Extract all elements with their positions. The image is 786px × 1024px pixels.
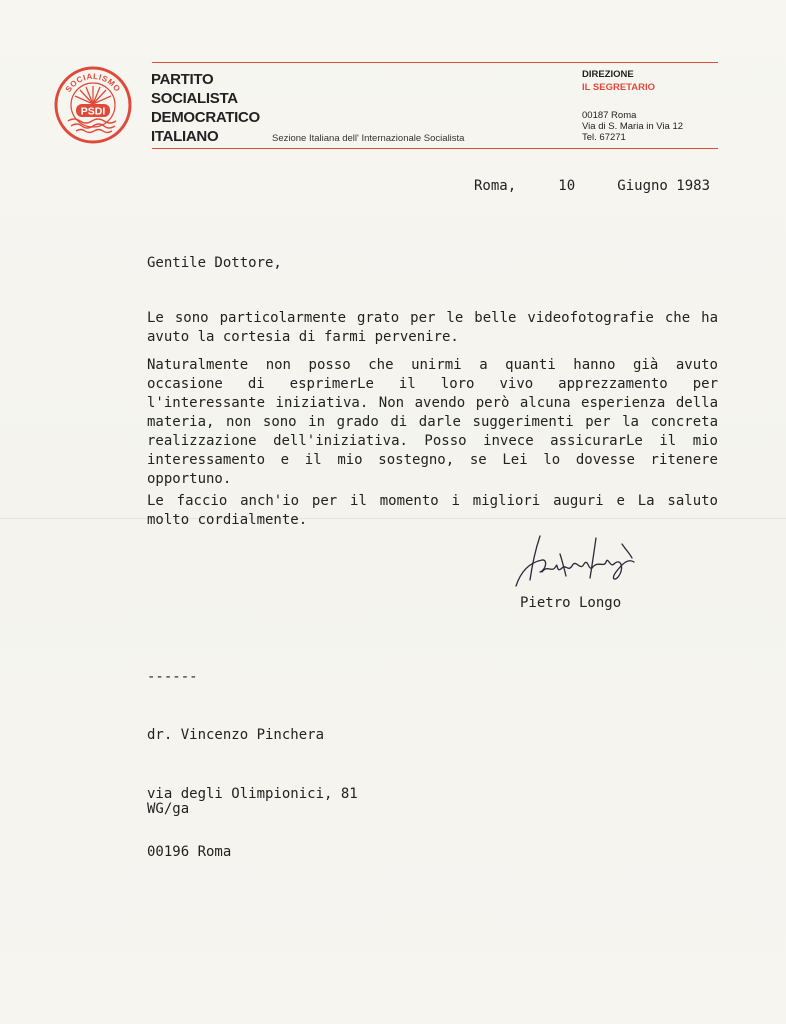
header-rule-bottom [152,148,718,149]
recipient-line: dr. Vincenzo Pinchera [147,727,325,743]
separator-line: ------ [147,669,198,685]
office-block [582,68,655,94]
recipient-line: 00196 Roma [147,844,232,860]
section-subtitle: Sezione Italiana dell' Internazionale Socialista [272,133,465,144]
body-paragraph: Le faccio anch'io per il momento i migliori auguri e La saluto molto cordialmente. [147,493,718,528]
address-line: Tel. 67271 [582,132,626,143]
body-paragraph: Le sono particolarmente grato per le belle videofotografie che ha avuto la cortesia di farmi pervenire. [147,310,718,345]
logo-badge-text: PSDI [80,105,106,118]
office-address [582,110,683,143]
handwritten-signature [512,528,642,598]
office-title: DIREZIONE [582,69,634,80]
party-line: SOCIALISTA [151,90,238,107]
salutation: Gentile Dottore, [147,255,282,271]
reference-initials: WG/ga [147,801,190,817]
header-rule-top [152,62,718,63]
signatory-name: Pietro Longo [520,595,622,611]
party-line: ITALIANO [151,128,219,145]
logo-ring-text: SOCIALISMO [63,71,123,94]
party-line: PARTITO [151,71,214,88]
address-line: 00187 Roma [582,110,637,121]
recipient-line: via degli Olimpionici, 81 [147,785,358,802]
party-name [151,70,260,146]
psdi-logo [54,66,132,144]
letter-date: Roma, 10 Giugno 1983 [474,178,711,194]
office-role: IL SEGRETARIO [582,82,656,93]
party-line: DEMOCRATICO [151,109,260,126]
recipient-address [147,687,358,882]
address-line: Via di S. Maria in Via 12 [582,121,684,132]
body-paragraph: Naturalmente non posso che unirmi a quanti hanno già avuto occasione di esprimerLe il loro vivo apprezzamento per l'interessante iniziativa. Non avendo però alcuna esperienza della materia, non sono in grado di darle suggerimenti per la concreta realizzazione dell'iniziativa. Posso invece assicurarLe il mio interessamento e il mio sostegno, se Lei lo dovesse ritenere opportuno. [147,357,718,487]
